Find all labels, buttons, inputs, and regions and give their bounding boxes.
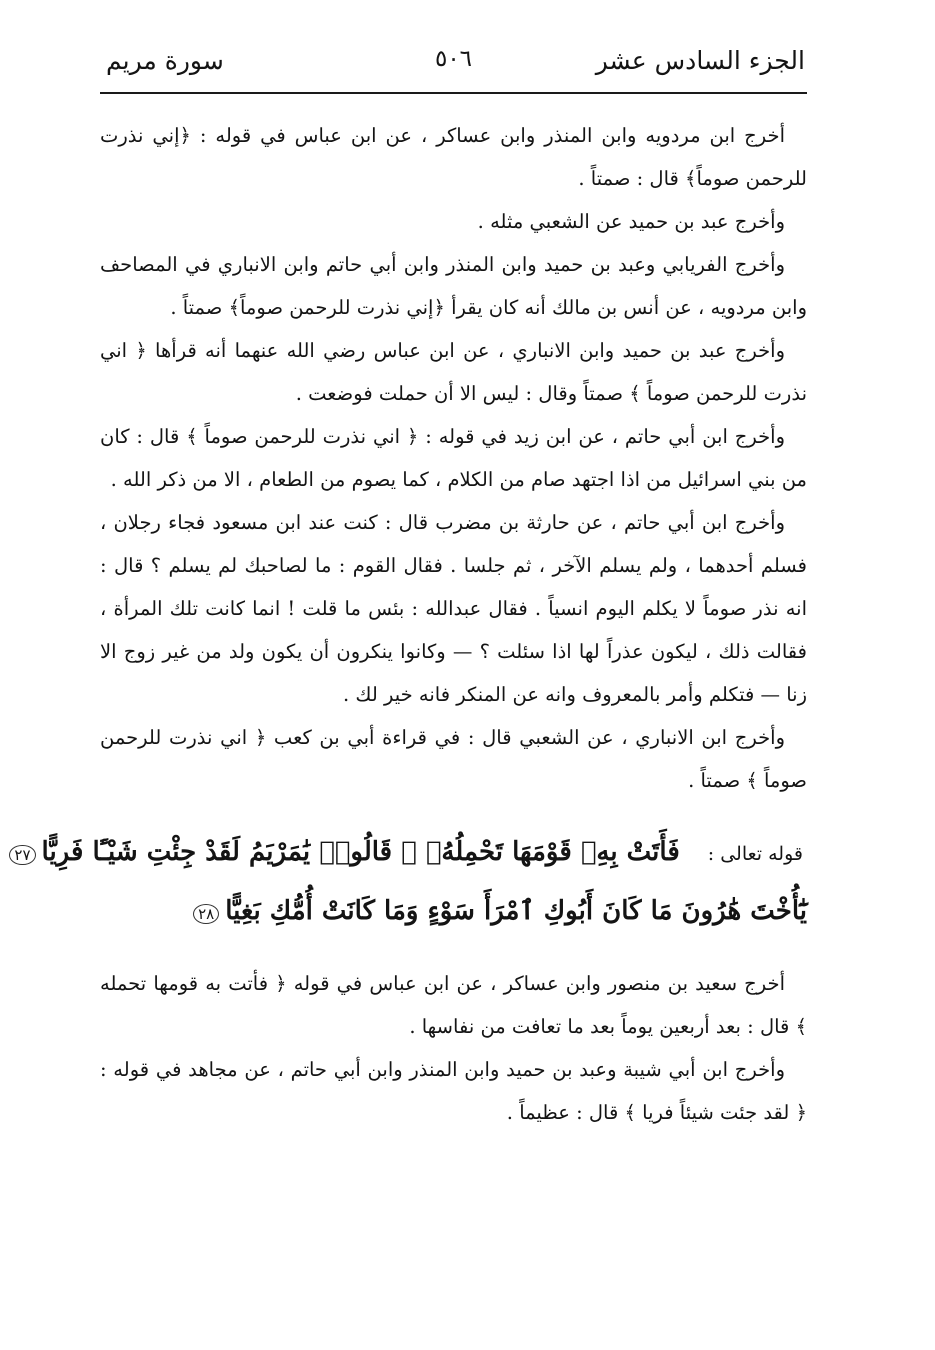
surah-title: سورة مريم [106,46,224,75]
verse-line-2 [100,883,807,942]
paragraph: أخرج ابن مردويه وابن المنذر وابن عساكر ، عن ابن عباس في قوله : ﴿إني نذرت للرحمن صوماً﴾ قال : صمتاً . [100,124,807,190]
verse-28-text: يَٰٓأُخْتَ هَٰرُونَ مَا كَانَ أَبُوكِ ٱمْرَأَ سَوْءٍ وَمَا كَانَتْ أُمُّكِ بَغِيًّا [225,896,807,926]
book-page [14,40,807,1320]
verse-line-1 [14,824,807,883]
verse-intro: قوله تعالى : [707,843,803,865]
paragraph: أخرج سعيد بن منصور وابن عساكر ، عن ابن عباس في قوله ﴿ فأتت به قومها تحمله ﴾ قال : بعد أربعين يوماً بعد ما تعافت من نفاسها . [100,972,807,1038]
paragraph: وأخرج ابن أبي حاتم ، عن حارثة بن مضرب قال : كنت عند ابن مسعود فجاء رجلان ، فسلم أحدهما ، ولم يسلم الآخر ، ثم جلسا . فقال القوم : ما لصاحبك لم يسلم ؟ قال : انه نذر صوماً لا يكلم اليوم انسياً . فقال عبدالله : بئس ما قلت ! انما كانت تلك المرأة ، فقالت ذلك ، ليكون عذراً لها اذا سئلت ؟ — وكانوا ينكرون أن يكون ولد من غير زوج الا زنا — فتكلم وأمر بالمعروف وانه عن المنكر فانه خير لك . [100,511,807,706]
paragraph: وأخرج عبد بن حميد وابن الانباري ، عن ابن عباس رضي الله عنهما أنه قرأها ﴿ اني نذرت للرحمن صوماً ﴾ صمتاً وقال : ليس الا أن حملت فوضعت . [100,339,807,405]
paragraph: وأخرج الفريابي وعبد بن حميد وابن المنذر وابن أبي حاتم وابن الانباري في المصاحف وابن مردويه ، عن أنس بن مالك أنه كان يقرأ ﴿إني نذرت للرحمن صوماً﴾ صمتاً . [100,253,807,319]
verse-text [9,824,679,883]
paragraph: وأخرج ابن الانباري ، عن الشعبي قال : في قراءة أبي بن كعب ﴿ اني نذرت للرحمن صوماً ﴾ صمتاً . [100,726,807,792]
paragraph: وأخرج ابن أبي حاتم ، عن ابن زيد في قوله : ﴿ اني نذرت للرحمن صوماً ﴾ قال : كان من بني اسرائيل من اذا اجتهد صام من الكلام ، كما يصوم من الطعام ، الا من ذكر الله . [100,425,807,491]
verse-text [193,883,807,942]
running-header [100,40,807,94]
commentary-top [100,114,807,802]
quran-verse-block [14,824,807,942]
ayah-number: ٢٨ [193,904,219,924]
paragraph: وأخرج ابن أبي شيبة وعبد بن حميد وابن المنذر وابن أبي حاتم ، عن مجاهد في قوله : ﴿ لقد جئت شيئاً فريا ﴾ قال : عظيماً . [100,1058,807,1124]
verse-27-text: فَأَتَتْ بِهِۦ قَوْمَهَا تَحْمِلُهُۥ ۖ قَالُوا۟ يَٰمَرْيَمُ لَقَدْ جِئْتِ شَيْـًٔا فَرِيًّا [41,837,680,867]
paragraph: وأخرج عبد بن حميد عن الشعبي مثله . [477,210,785,233]
commentary-bottom [100,962,807,1134]
ayah-number: ٢٧ [9,845,35,865]
part-title: الجزء السادس عشر [595,46,805,75]
page-number: ٥٠٦ [434,46,473,72]
